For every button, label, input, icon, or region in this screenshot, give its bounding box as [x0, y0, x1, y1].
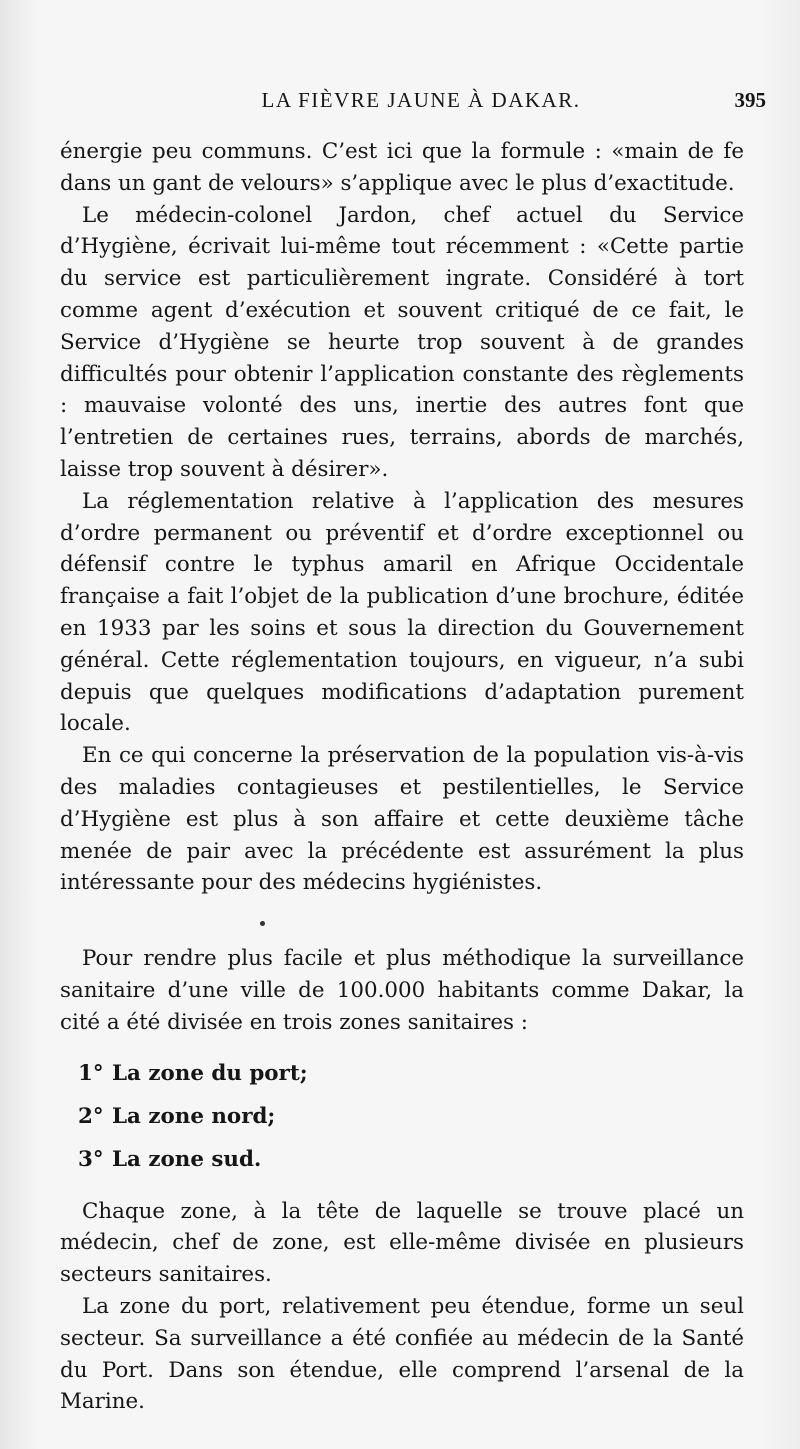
- paragraph-7: La zone du port, relativement peu étendue, forme un seul secteur. Sa surveillance a été confiée au médecin de la Santé du Port. Dans son étendue, elle comprend l’arsenal de la Marine.: [60, 1293, 744, 1415]
- paragraph-1: énergie peu communs. C’est ici que la formule : «main de fe dans un gant de velours» s’applique avec le plus d’exactitude.: [60, 139, 744, 196]
- paragraph-2: Le médecin-colonel Jardon, chef actuel du Service d’Hygiène, écrivait lui-même tout récemment : «Cette partie du service est particulièrement ingrate. Considéré à tort comme agent d’exécution et souvent critiqué de ce fait, le Service d’Hygiène se heurte trop souvent à de grandes difficultés pour obtenir l’application constante des règlements : mauvaise volonté des uns, inertie des autres font que l’entretien de certaines rues, terrains, abords de marchés, laisse trop souvent à désirer».: [60, 202, 744, 482]
- section-break: [60, 899, 744, 943]
- zones-list: [60, 1053, 744, 1182]
- paragraph-6: Chaque zone, à la tête de laquelle se trouve placé un médecin, chef de zone, est elle-même divisée en plusieurs secteurs sanitaires.: [60, 1198, 744, 1288]
- page-number: 395: [734, 88, 766, 112]
- paragraph-5: Pour rendre plus facile et plus méthodique la surveillance sanitaire d’une ville de 100.000 habitants comme Dakar, la cité a été divisée en trois zones sanitaires :: [60, 946, 744, 1035]
- body-text: [60, 136, 744, 1418]
- ink-dot-mark: [260, 921, 265, 926]
- running-title: LA FIÈVRE JAUNE À DAKAR.: [261, 88, 581, 112]
- list-item-label: La zone nord;: [112, 1104, 276, 1130]
- list-item: [60, 1053, 744, 1096]
- list-item: [60, 1139, 744, 1182]
- list-item-number: 3°: [78, 1147, 104, 1173]
- list-item-number: 2°: [78, 1104, 104, 1130]
- list-item-number: 1°: [78, 1061, 104, 1087]
- page-header: [76, 88, 766, 128]
- paragraph-3: La réglementation relative à l’application des mesures d’ordre permanent ou préventif et d’ordre exceptionnel ou défensif contre le typhus amaril en Afrique Occidentale française a fait l’objet de la publication d’une brochure, éditée en 1933 par les soins et sous la direction du Gouvernement général. Cette réglementation toujours, en vigueur, n’a subi depuis que quelques modifications d’adaptation purement locale.: [60, 488, 744, 737]
- list-item-label: La zone du port;: [112, 1061, 308, 1087]
- list-item-label: La zone sud.: [112, 1147, 262, 1173]
- paragraph-4: En ce qui concerne la préservation de la population vis-à-vis des maladies contagieuses et pestilentielles, le Service d’Hygiène est plus à son affaire et cette deuxième tâche menée de pair avec la précédente est assurément la plus intéressante pour des médecins hygiénistes.: [60, 743, 744, 896]
- list-item: [60, 1096, 744, 1139]
